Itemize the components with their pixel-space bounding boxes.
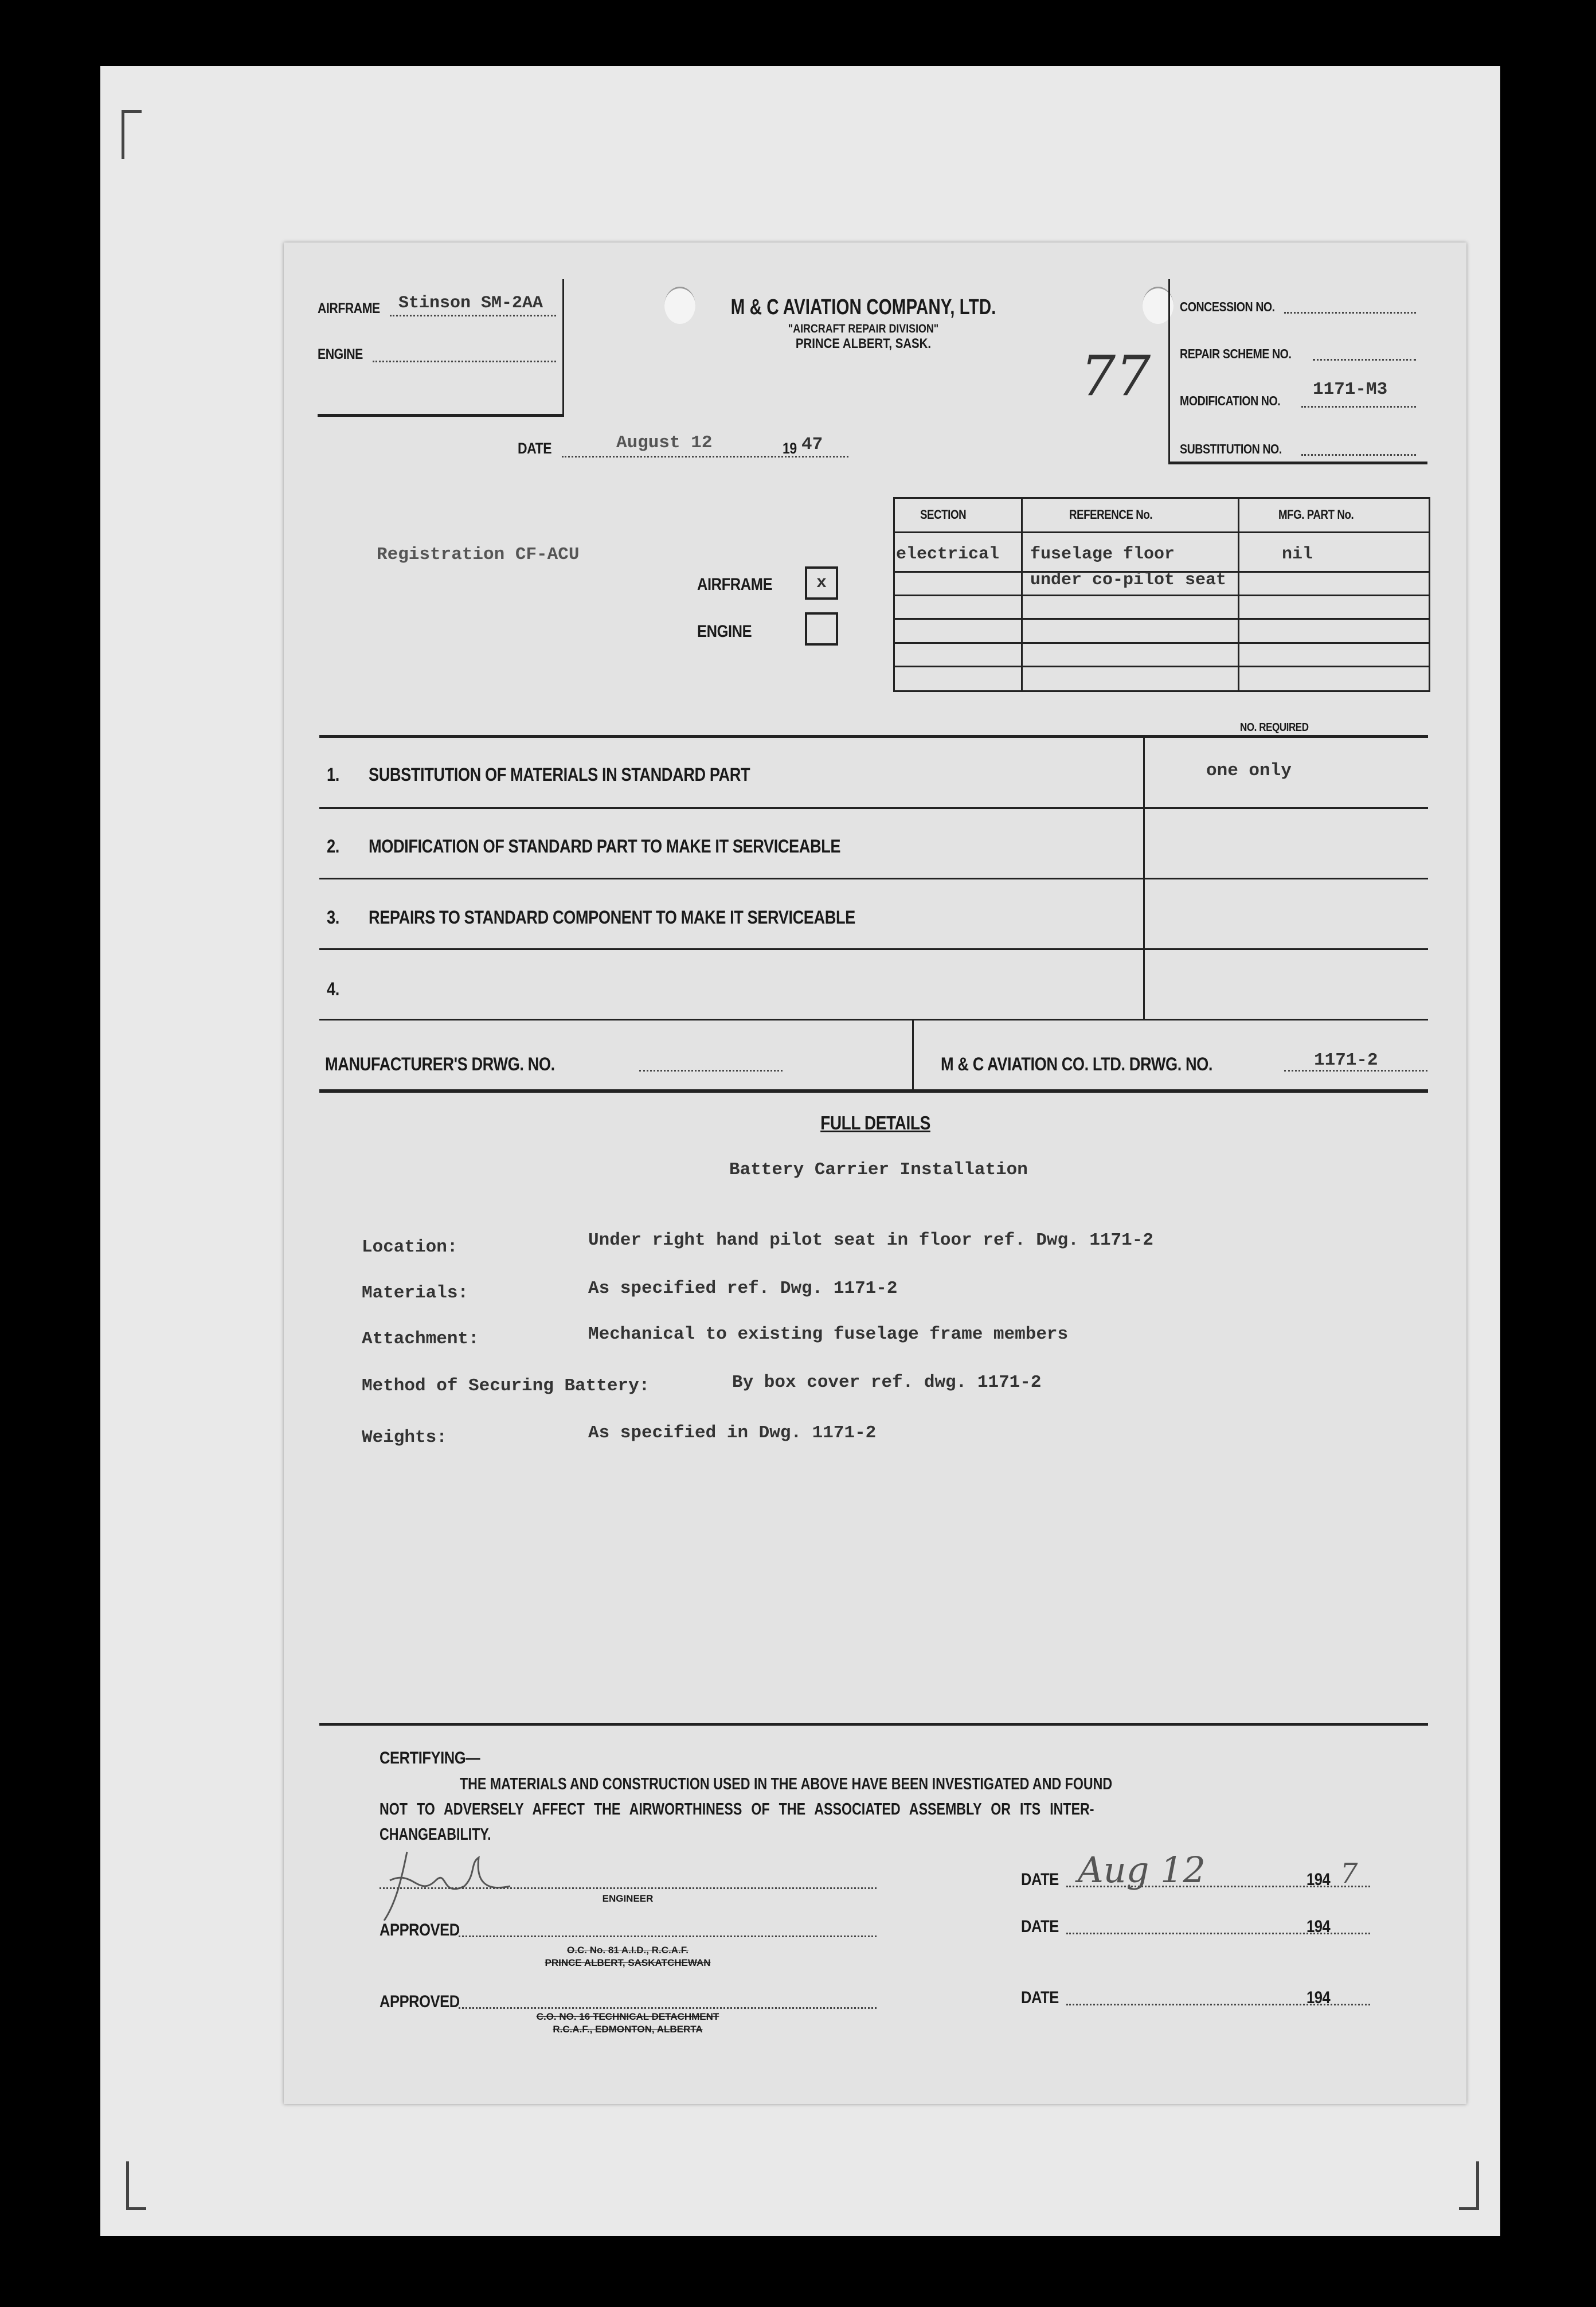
- signature-line: [459, 1935, 877, 1937]
- stamp-line: R.C.A.F., EDMONTON, ALBERTA: [553, 2024, 703, 2035]
- handwritten-year-suffix: 7: [1340, 1858, 1358, 1890]
- full-details-heading: FULL DETAILS: [820, 1112, 930, 1133]
- dotted-line: [1313, 359, 1416, 361]
- date-label: DATE: [518, 440, 552, 457]
- item-text: REPAIRS TO STANDARD COMPONENT TO MAKE IT SERVICEABLE: [369, 907, 855, 928]
- date-year-suffix: 47: [801, 435, 823, 455]
- stamp-line: PRINCE ALBERT, SASKATCHEWAN: [545, 1957, 711, 1968]
- year-prefix: 194: [1306, 1917, 1331, 1936]
- table-row-divider: [893, 642, 1429, 644]
- row-divider: [319, 878, 1428, 879]
- column-divider: [1143, 735, 1145, 1019]
- airframe-check-label: AIRFRAME: [697, 575, 773, 594]
- item-required: one only: [1206, 761, 1292, 781]
- detail-value: By box cover ref. dwg. 1171-2: [732, 1373, 1042, 1393]
- company-location: PRINCE ALBERT, SASK.: [795, 336, 932, 351]
- box-divider: [1168, 279, 1170, 463]
- dotted-line: [373, 361, 556, 362]
- dotted-line: [1301, 454, 1416, 456]
- row-divider: [319, 807, 1428, 809]
- item-text: MODIFICATION OF STANDARD PART TO MAKE IT SERVICEABLE: [369, 836, 841, 857]
- table-row-divider: [893, 595, 1429, 596]
- signature-line: [459, 2007, 877, 2009]
- table-header-section: SECTION: [920, 507, 967, 522]
- certifying-line: CHANGEABILITY.: [380, 1825, 491, 1844]
- section-divider: [319, 1089, 1428, 1093]
- table-cell: nil: [1282, 545, 1313, 564]
- table-cell: fuselage floor: [1030, 545, 1175, 564]
- repair-scheme-label: REPAIR SCHEME NO.: [1180, 346, 1292, 361]
- handwritten-date: Aug 12: [1078, 1849, 1206, 1891]
- table-column-divider: [1238, 497, 1239, 690]
- engine-check-label: ENGINE: [697, 622, 752, 641]
- checkbox-mark: x: [816, 573, 827, 593]
- certifying-line: NOT TO ADVERSELY AFFECT THE AIRWORTHINESS OF THE ASSOCIATED ASSEMBLY OR ITS INTER-: [380, 1800, 1094, 1819]
- mc-drawing-value: 1171-2: [1314, 1050, 1378, 1070]
- manufacturer-drawing-label: MANUFACTURER'S DRWG. NO.: [325, 1054, 555, 1074]
- dotted-line: [390, 315, 556, 316]
- dotted-line: [1301, 406, 1416, 408]
- box-divider: [1168, 462, 1427, 464]
- detail-value: Under right hand pilot seat in floor ref. Dwg. 1171-2: [588, 1230, 1153, 1250]
- table-cell: electrical: [896, 545, 1000, 564]
- no-required-label: NO. REQUIRED: [1240, 721, 1309, 734]
- date-label: DATE: [1021, 1870, 1059, 1889]
- row-divider: [319, 1019, 1428, 1020]
- section-divider: [319, 735, 1428, 738]
- dotted-line: [562, 456, 848, 458]
- approved-label: APPROVED: [380, 1921, 460, 1940]
- table-cell: under co-pilot seat: [1030, 570, 1227, 590]
- handwritten-page-number: 77: [1081, 344, 1151, 408]
- item-text: SUBSTITUTION OF MATERIALS IN STANDARD PART: [369, 764, 750, 785]
- date-label: DATE: [1021, 1917, 1059, 1936]
- date-label: DATE: [1021, 1988, 1059, 2007]
- row-divider: [319, 948, 1428, 950]
- detail-value: As specified in Dwg. 1171-2: [588, 1423, 877, 1443]
- registration: Registration CF-ACU: [377, 545, 580, 565]
- detail-label: Materials:: [362, 1283, 469, 1303]
- table-row-divider: [893, 618, 1429, 620]
- engineer-label: ENGINEER: [602, 1893, 654, 1904]
- date-value: August 12: [616, 433, 713, 453]
- item-number: 4.: [327, 979, 339, 999]
- detail-value: As specified ref. Dwg. 1171-2: [588, 1278, 898, 1299]
- detail-label: Weights:: [362, 1428, 447, 1448]
- table-header-part: MFG. PART No.: [1278, 507, 1354, 522]
- dotted-line: [1284, 312, 1416, 314]
- table-column-divider: [1021, 497, 1023, 690]
- stamp-line: O.C. No. 81 A.I.D., R.C.A.F.: [567, 1945, 689, 1956]
- dotted-line: [639, 1070, 783, 1072]
- letterhead: [631, 295, 1096, 352]
- detail-label: Location:: [362, 1237, 458, 1257]
- mc-drawing-label: M & C AVIATION CO. LTD. DRWG. NO.: [941, 1054, 1213, 1074]
- column-divider: [912, 1019, 914, 1092]
- item-number: 2.: [327, 836, 339, 857]
- box-divider: [562, 279, 564, 415]
- item-number: 3.: [327, 907, 339, 928]
- certifying-statement: [380, 1772, 1371, 1847]
- table-row-divider: [893, 666, 1429, 667]
- corner-mark-bottom-right: [1459, 2161, 1479, 2210]
- modification-value: 1171-M3: [1313, 380, 1388, 400]
- signature-line: [380, 1887, 877, 1889]
- approved-label: APPROVED: [380, 1992, 460, 2011]
- engine-checkbox[interactable]: [805, 612, 838, 646]
- detail-label: Attachment:: [362, 1329, 479, 1349]
- modification-label: MODIFICATION NO.: [1180, 393, 1281, 408]
- company-name: M & C AVIATION COMPANY, LTD.: [730, 295, 996, 319]
- certifying-heading: CERTIFYING—: [380, 1749, 480, 1768]
- year-prefix: 194: [1306, 1988, 1331, 2007]
- box-divider: [318, 414, 564, 417]
- concession-label: CONCESSION NO.: [1180, 299, 1275, 314]
- engineer-signature: [378, 1846, 550, 1926]
- corner-mark-bottom-left: [126, 2161, 146, 2210]
- item-number: 1.: [327, 764, 339, 785]
- year-prefix: 194: [1306, 1870, 1331, 1889]
- certifying-line: THE MATERIALS AND CONSTRUCTION USED IN THE ABOVE HAVE BEEN INVESTIGATED AND FOUND: [460, 1775, 1113, 1793]
- division-name: "AIRCRAFT REPAIR DIVISION": [788, 322, 939, 335]
- engine-label: ENGINE: [318, 346, 363, 362]
- table-header-reference: REFERENCE No.: [1069, 507, 1153, 522]
- full-details-subtitle: Battery Carrier Installation: [729, 1160, 1028, 1180]
- stamp-line: C.O. NO. 16 TECHNICAL DETACHMENT: [536, 2011, 719, 2022]
- airframe-value: Stinson SM-2AA: [398, 294, 543, 313]
- substitution-label: SUBSTITUTION NO.: [1180, 441, 1282, 456]
- detail-value: Mechanical to existing fuselage frame members: [588, 1324, 1069, 1344]
- table-row-divider: [893, 531, 1429, 533]
- airframe-label: AIRFRAME: [318, 300, 380, 316]
- airframe-checkbox[interactable]: [805, 566, 838, 600]
- date-year-prefix: 19: [783, 440, 797, 457]
- section-divider: [319, 1723, 1428, 1726]
- corner-mark-top-left: [122, 110, 142, 159]
- detail-label: Method of Securing Battery:: [362, 1376, 650, 1396]
